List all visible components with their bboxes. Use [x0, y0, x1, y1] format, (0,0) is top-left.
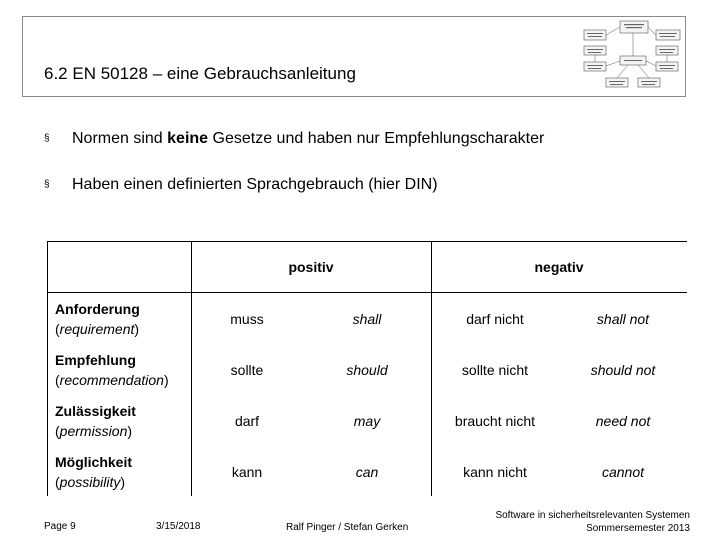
table-cell: should not [590, 362, 656, 378]
table-cell: may [353, 413, 381, 429]
bullet-text [72, 130, 544, 148]
table-cell: need not [595, 413, 651, 429]
table-cell: sollte nicht [461, 362, 529, 378]
bullet-emphasis: keine [167, 130, 209, 147]
row-header [55, 299, 140, 339]
row-term-de: Möglichkeit [55, 454, 133, 470]
slide-title: 6.2 EN 50128 – eine Gebrauchsanleitung [44, 64, 356, 83]
row-term-en-text: possibility [59, 474, 121, 490]
bullet-language [44, 176, 438, 194]
row-header [55, 452, 132, 492]
row-header [55, 350, 169, 390]
row-term-en-text: permission [59, 423, 128, 439]
bullet-text-part: Gesetze und haben nur Empfehlungscharakter [208, 130, 545, 147]
table-cell: sollte [230, 362, 264, 378]
row-term-en: (possibility) [55, 474, 126, 490]
row-term-en: (requirement) [55, 321, 140, 337]
bullet-mark: § [44, 133, 50, 144]
column-header-positive: positiv [288, 259, 334, 275]
bullet-mark: § [44, 179, 50, 190]
row-term-de: Zulässigkeit [55, 403, 136, 419]
column-header-negative: negativ [534, 259, 584, 275]
row-term-en: (recommendation) [55, 372, 169, 388]
table-cell: shall [352, 311, 382, 327]
table-cell: darf nicht [466, 311, 524, 327]
row-header [55, 401, 136, 441]
footer-semester: Sommersemester 2013 [586, 523, 690, 534]
footer-authors: Ralf Pinger / Stefan Gerken [286, 522, 409, 533]
footer-course-title: Software in sicherheitsrelevanten Systemen [495, 510, 690, 521]
table-cell: can [355, 464, 379, 480]
table-cell: darf [234, 413, 260, 429]
table-cell: muss [230, 311, 264, 327]
footer-course [495, 509, 690, 535]
table-cell: braucht nicht [454, 413, 536, 429]
process-model-diagram-thumbnail [580, 20, 684, 92]
bullet-text-part: Normen sind [72, 130, 168, 147]
row-term-en-text: requirement [59, 321, 135, 337]
row-term-de: Empfehlung [55, 352, 136, 368]
table-cell: should [346, 362, 388, 378]
table-cell: kann nicht [463, 464, 527, 480]
bullet-text: Haben einen definierten Sprachgebrauch (hier DIN) [72, 176, 438, 193]
row-term-en: (permission) [55, 423, 133, 439]
page-number: Page 9 [44, 521, 76, 532]
table-cell: kann [231, 464, 263, 480]
bullet-norms [44, 130, 544, 148]
row-term-en-text: recommendation [59, 372, 164, 388]
row-term-de: Anforderung [55, 301, 140, 317]
terminology-table [47, 241, 687, 496]
table-cell: shall not [596, 311, 650, 327]
table-cell: cannot [601, 464, 645, 480]
footer-date: 3/15/2018 [156, 521, 201, 532]
